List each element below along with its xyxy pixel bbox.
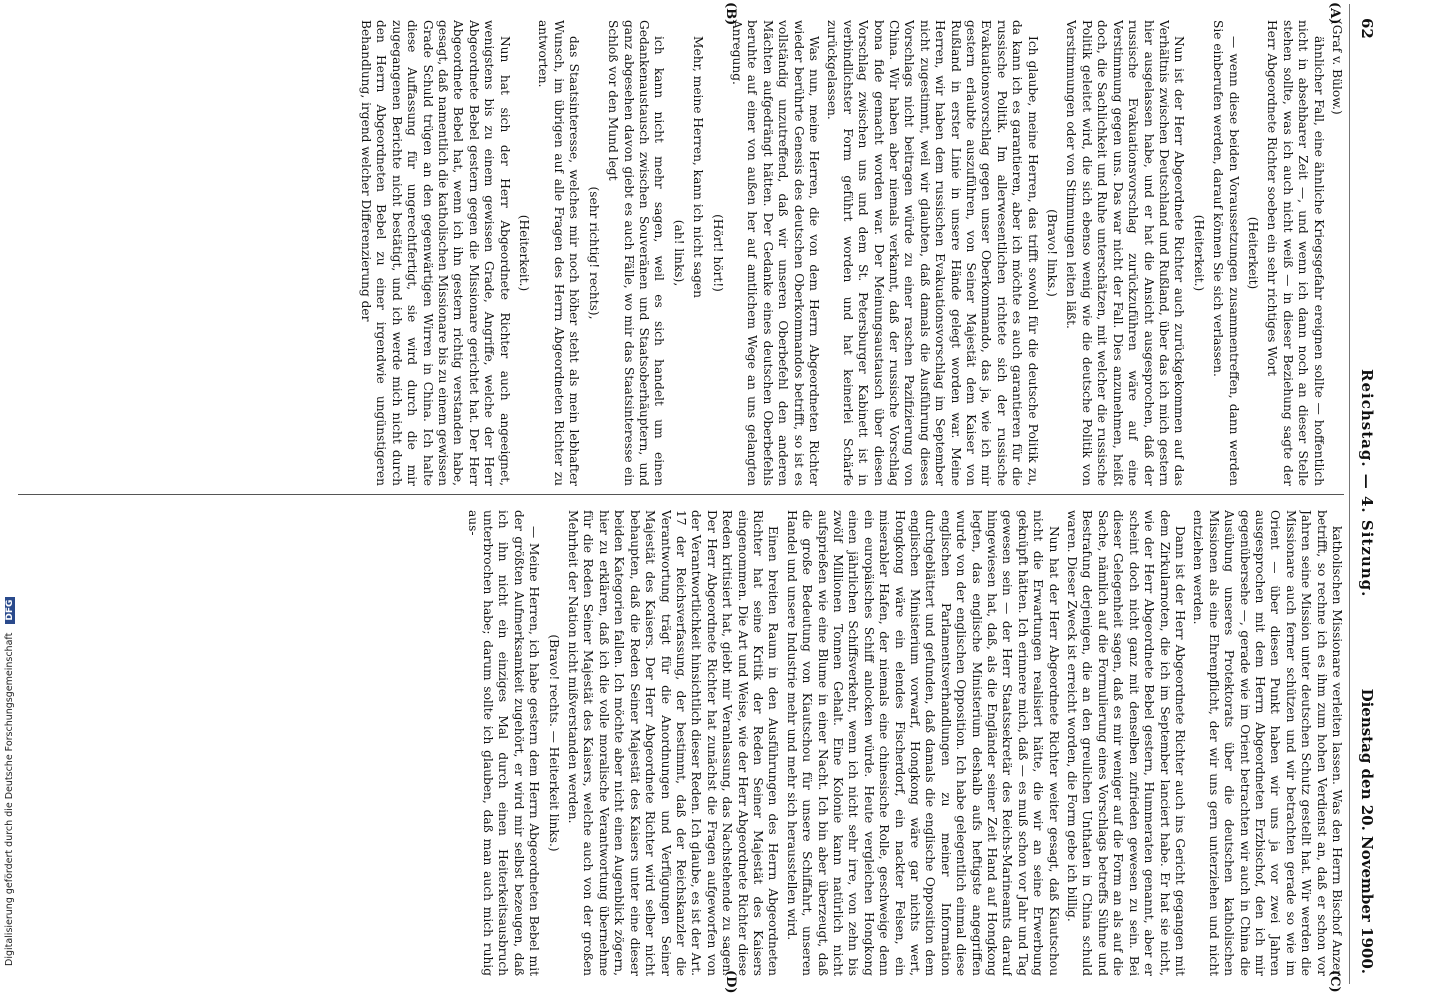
paragraph: Nun ist der Herr Abgeordnete Richter auch zurückgekommen auf das Verhältnis zwischen Deutschland und Rußland, über das ich mich gestern hier ausgelassen habe, und er hat die Ansicht ausgesprochen, daß der russische Evakuationsvorschlag zurückzuführen wäre auf eine Verstimmung gegen uns. Das war nicht der Fall. Dies anzunehmen, heißt doch, die Sachlichkeit und Ruhe unterschätzen, mit welcher die russische Politik geleitet wird, die sich ebenso wenig wie die deutsche Politik von Verstimmungen oder von Stimmungen leiten läßt. — [1064, 20, 1187, 486]
digitization-footer — [4, 597, 15, 966]
speaker-label: (Graf v. Bülow.) — [1330, 20, 1344, 115]
paragraph: Mehr, meine Herren, kann ich nicht sagen — [691, 36, 706, 298]
page-header — [1349, 4, 1384, 984]
margin-marker-c: (C) — [1327, 970, 1342, 993]
margin-marker-a: (A) — [1327, 2, 1342, 25]
interjection: (Bravo! links.) — [1045, 209, 1060, 297]
interjection: (Hört! hört!) — [710, 214, 725, 292]
paragraph: katholischen Missionare verleiten lassen. Was den Herrn Bischof Anzer betrifft, so rechne ich es ihm zum hohen Verdienst an, daß er schon vor Jahren seine Mission unter deutschen Schutz gestellt hat. Wir werden die Missionare auch ferner schützen und wir betrachten gerade so wie im Orient — über diesen Punkt haben wir uns ja vor zwei Jahren ausgesprochen mit dem Herrn Abgeordneten Erzbischof, den ich mir gegenübersehe —, gerade wie im Orient betrachten wir auch in China die Ausübung unseres Protektorats über die deutschen katholischen Missionen als eine Ehrenpflicht, der wir uns gern unterziehen und nicht entziehen werden. — [1191, 510, 1344, 976]
paragraph: Nun hat sich der Herr Abgeordnete Richter auch angeeignet, wenigstens bis zu einem gewissen Grade, Angriffe, welche der Herr Abgeordnete Bebel gestern gegen die Missionare gerichtet hat. Der Herr Abgeordnete Bebel hat, wenn ich ihn gestern richtig verstanden habe, gesagt, daß namentlich die katholischen Missionare bis zu einem gewissen Grade Schuld trügen an den gegenwärtigen Wirren in China. Ich halte diese Auffassung für ungerechtfertigt, sie wird durch die mir zugegangenen Berichte nicht bestätigt, und ich werde mich nicht durch den Herrn Abgeordneten Bebel zu einer irgendwie ungünstigeren Behandlung, irgend welcher Differenzierung der — [359, 20, 512, 486]
margin-marker-b: (B) — [723, 2, 738, 26]
paragraph: Nun hat der Herr Abgeordnete Richter weiter gesagt, daß Kiautschou nicht die Erwartungen realisiert hätte, die wir an seine Erwerbung geknüpft hätten. Ich erinnere mich, daß — es muß schon vor Jahr und Tag gewesen sein — der Herr Staatssekretär des Reichs-Marineamts darauf hingewiesen hat, daß, als die Engländer seiner Zeit Hand auf Hongkong legten, das englische Ministerium deshalb aufs heftigste angegriffen wurde von der englischen Opposition. Ich habe gelegentlich einmal diese englischen Parlamentsverhandlungen zu meiner Information durchgeblättert und gefunden, daß damals die englische Opposition dem englischen Ministerium vorwarf, Hongkong wäre gar nichts wert, Hongkong wäre ein elendes Fischerdorf, ein nackter Felsen, ein miserabler Hafen, der niemals eine chinesische Rolle, geschweige denn ein europäisches Schiff anlocken würde. Heute vergleichen Hongkong einen jährlichen Schiffsverkehr, wenn ich nicht sehr irre, von zehn bis zwölf Millionen Tonnen Gehalt. Eine Kolonie kann natürlich nicht aufsprießen wie eine Blume in einer Nacht. Ich bin aber überzeugt, daß die große Bedeutung von Kiautschou für unsere Schiffahrt, unseren Handel und unsere Industrie mehr und mehr sich herausstellen wird. — [784, 510, 1061, 976]
interjection: (sehr richtig! rechts), — [586, 186, 601, 320]
paragraph: Ich glaube, meine Herren, das trifft sowohl für die deutsche Politik zu, da kann ich es garantieren, aber ich möchte es auch garantieren für die russische Politik. Im allerwesentlichen richtete sich der russische Evakuationsvorschlag gegen unser Oberkommando, das ja, wie ich mir gestern erlaubte auszuführen, von Seiner Majestät dem Kaiser von Rußland in erster Linie in unsere Hände gelegt worden war. Meine Herren, wir haben dem russischen Evakuationsvorschlag im September nicht zugestimmt, weil wir glaubten, daß damals die Ausführung dieses Vorschlags nicht beitragen würde zu einer raschen Pazifizierung von China. Wir haben aber niemals verkannt, daß der russische Vorschlag bona fide gemacht worden war. Der Meinungsaustausch über diesen Vorschlag zwischen uns und dem St. Petersburger Kabinett ist in verbindlichster Form geführt worden und hat keinerlei Schärfe zurückgelassen. — [825, 20, 1040, 486]
session-date: Dienstag den 20. November 1900. — [1358, 688, 1376, 974]
paragraph: — Meine Herren, ich habe gestern dem Herrn Abgeordneten Bebel mit der größten Aufmerksamkeit zugehört, er wird mir selbst bezeugen, daß ich ihn nicht ein einziges Mal durch einen Heiterkeitsausbruch unterbrochen habe; darum sollte ich glauben, daß man auch mich ruhig aus- — [465, 510, 542, 976]
interjection: (Heiterkeit) — [1245, 216, 1260, 290]
paragraph: das Staatsinteresse, welches mir noch höher steht als mein lebhafter Wunsch, im übrigen auf alle Fragen des Herrn Abgeordneten Richter zu antworten. — [536, 20, 582, 486]
interjection: (ah! links), — [671, 219, 686, 287]
interjection: (Heiterkeit.) — [1191, 214, 1206, 292]
paragraph: Was nun, meine Herren, die von dem Herrn Abgeordneten Richter wieder berührte Genesis des deutschen Oberkommandos betrifft, so ist es vollständig unzutreffend, daß wir unseren Oberbefehl den anderen Mächten aufgedrängt hätten. Der Gedanke eines deutschen Oberbefehls beruhte auf einer von außen her auf amtlichem Wege an uns gelangten Anregung. — [729, 20, 821, 486]
paragraph: — wenn diese beiden Voraussetzungen zusammentreffen, dann werden Sie einberufen werden, darauf können Sie sich verlassen. — [1211, 20, 1241, 486]
page-number: 62 — [1358, 18, 1376, 39]
margin-marker-d: (D) — [723, 970, 738, 994]
left-column — [14, 20, 1344, 486]
right-column — [14, 510, 1344, 976]
paragraph: ähnlicher Fall, eine ähnliche Kriegsgefahr ereignen sollte — hoffentlich nicht in absehbarer Zeit —, und wenn ich dann noch an dieser Stelle stehen sollte, was ich auch nicht weiß — in dieser Beziehung sagte der Herr Abgeordnete Richter soeben ein sehr richtiges Wort — [1265, 20, 1326, 486]
interjection: (Bravo! rechts. — Heiterkeit links.) — [546, 634, 561, 852]
paragraph: ich kann nicht mehr sagen, weil es sich handelt um einen Gedankenaustausch zwischen Souveränen und Staatsoberhäuptern, und ganz abgesehen davon giebt es auch Fälle, wo mir das Staatsinteresse ein Schloß vor den Mund legt — [606, 20, 667, 486]
footer-text: Digitalisierung gefördert durch die Deutsche Forschungsgemeinschaft — [4, 632, 15, 966]
column-divider — [18, 494, 1344, 495]
paragraph: Einen breiten Raum in den Ausführungen des Herrn Abgeordneten Richter hat seine Kritik der Reden Seiner Majestät des Kaisers eingenommen. Die Art und Weise, wie der Herr Abgeordnete Richter diese Reden kritisiert hat, giebt mir Veranlassung, das Nachstehende zu sagen. Der Herr Abgeordnete Richter hat zunächst die Fragen aufgeworfen von der Verantwortlichkeit hinsichtlich dieser Reden. Ich glaube, es ist der Art. 17 der Reichsverfassung, der bestimmt, daß der Reichskanzler die Verantwortung trägt für die Anordnungen und Verfügungen Seiner Majestät des Kaisers. Der Herr Abgeordnete Richter wird selber nicht behaupten, daß die Reden Seiner Majestät des Kaisers unter eine dieser beiden Kategorien fallen. Ich möchte aber nicht einen Augenblick zögern, hier zu erklären, daß ich die volle moralische Verantwortung übernehme für die Reden Seiner Majestät des Kaisers, welche auch von der großen Mehrheit der Nation nicht mißverstanden werden. — [566, 510, 781, 976]
paragraph: Dann ist der Herr Abgeordnete Richter auch ins Gericht gegangen mit dem Zirkularnoten, die ich im September lanciert habe. Er hat sie nicht, wie der Herr Abgeordnete Bebel gestern, Hummeraten genannt, aber er scheint doch nicht ganz mit denselben zufrieden gewesen zu sein. Bei dieser Gelegenheit sagen, daß es mir weniger auf die Form an als auf die Sache, nämlich auf die Formulierung eines Vorschlags betreffs Sühne und Bestrafung derjenigen, die an den greulichen Unthaten in China schuld waren. Dieser Zweck ist erreicht worden, die Form gebe ich billig. — [1065, 510, 1187, 976]
running-title: Reichstag. — 4. Sitzung. — [1358, 369, 1376, 598]
dfg-logo: DFG — [5, 597, 15, 624]
interjection: (Heiterkeit.) — [517, 214, 532, 292]
